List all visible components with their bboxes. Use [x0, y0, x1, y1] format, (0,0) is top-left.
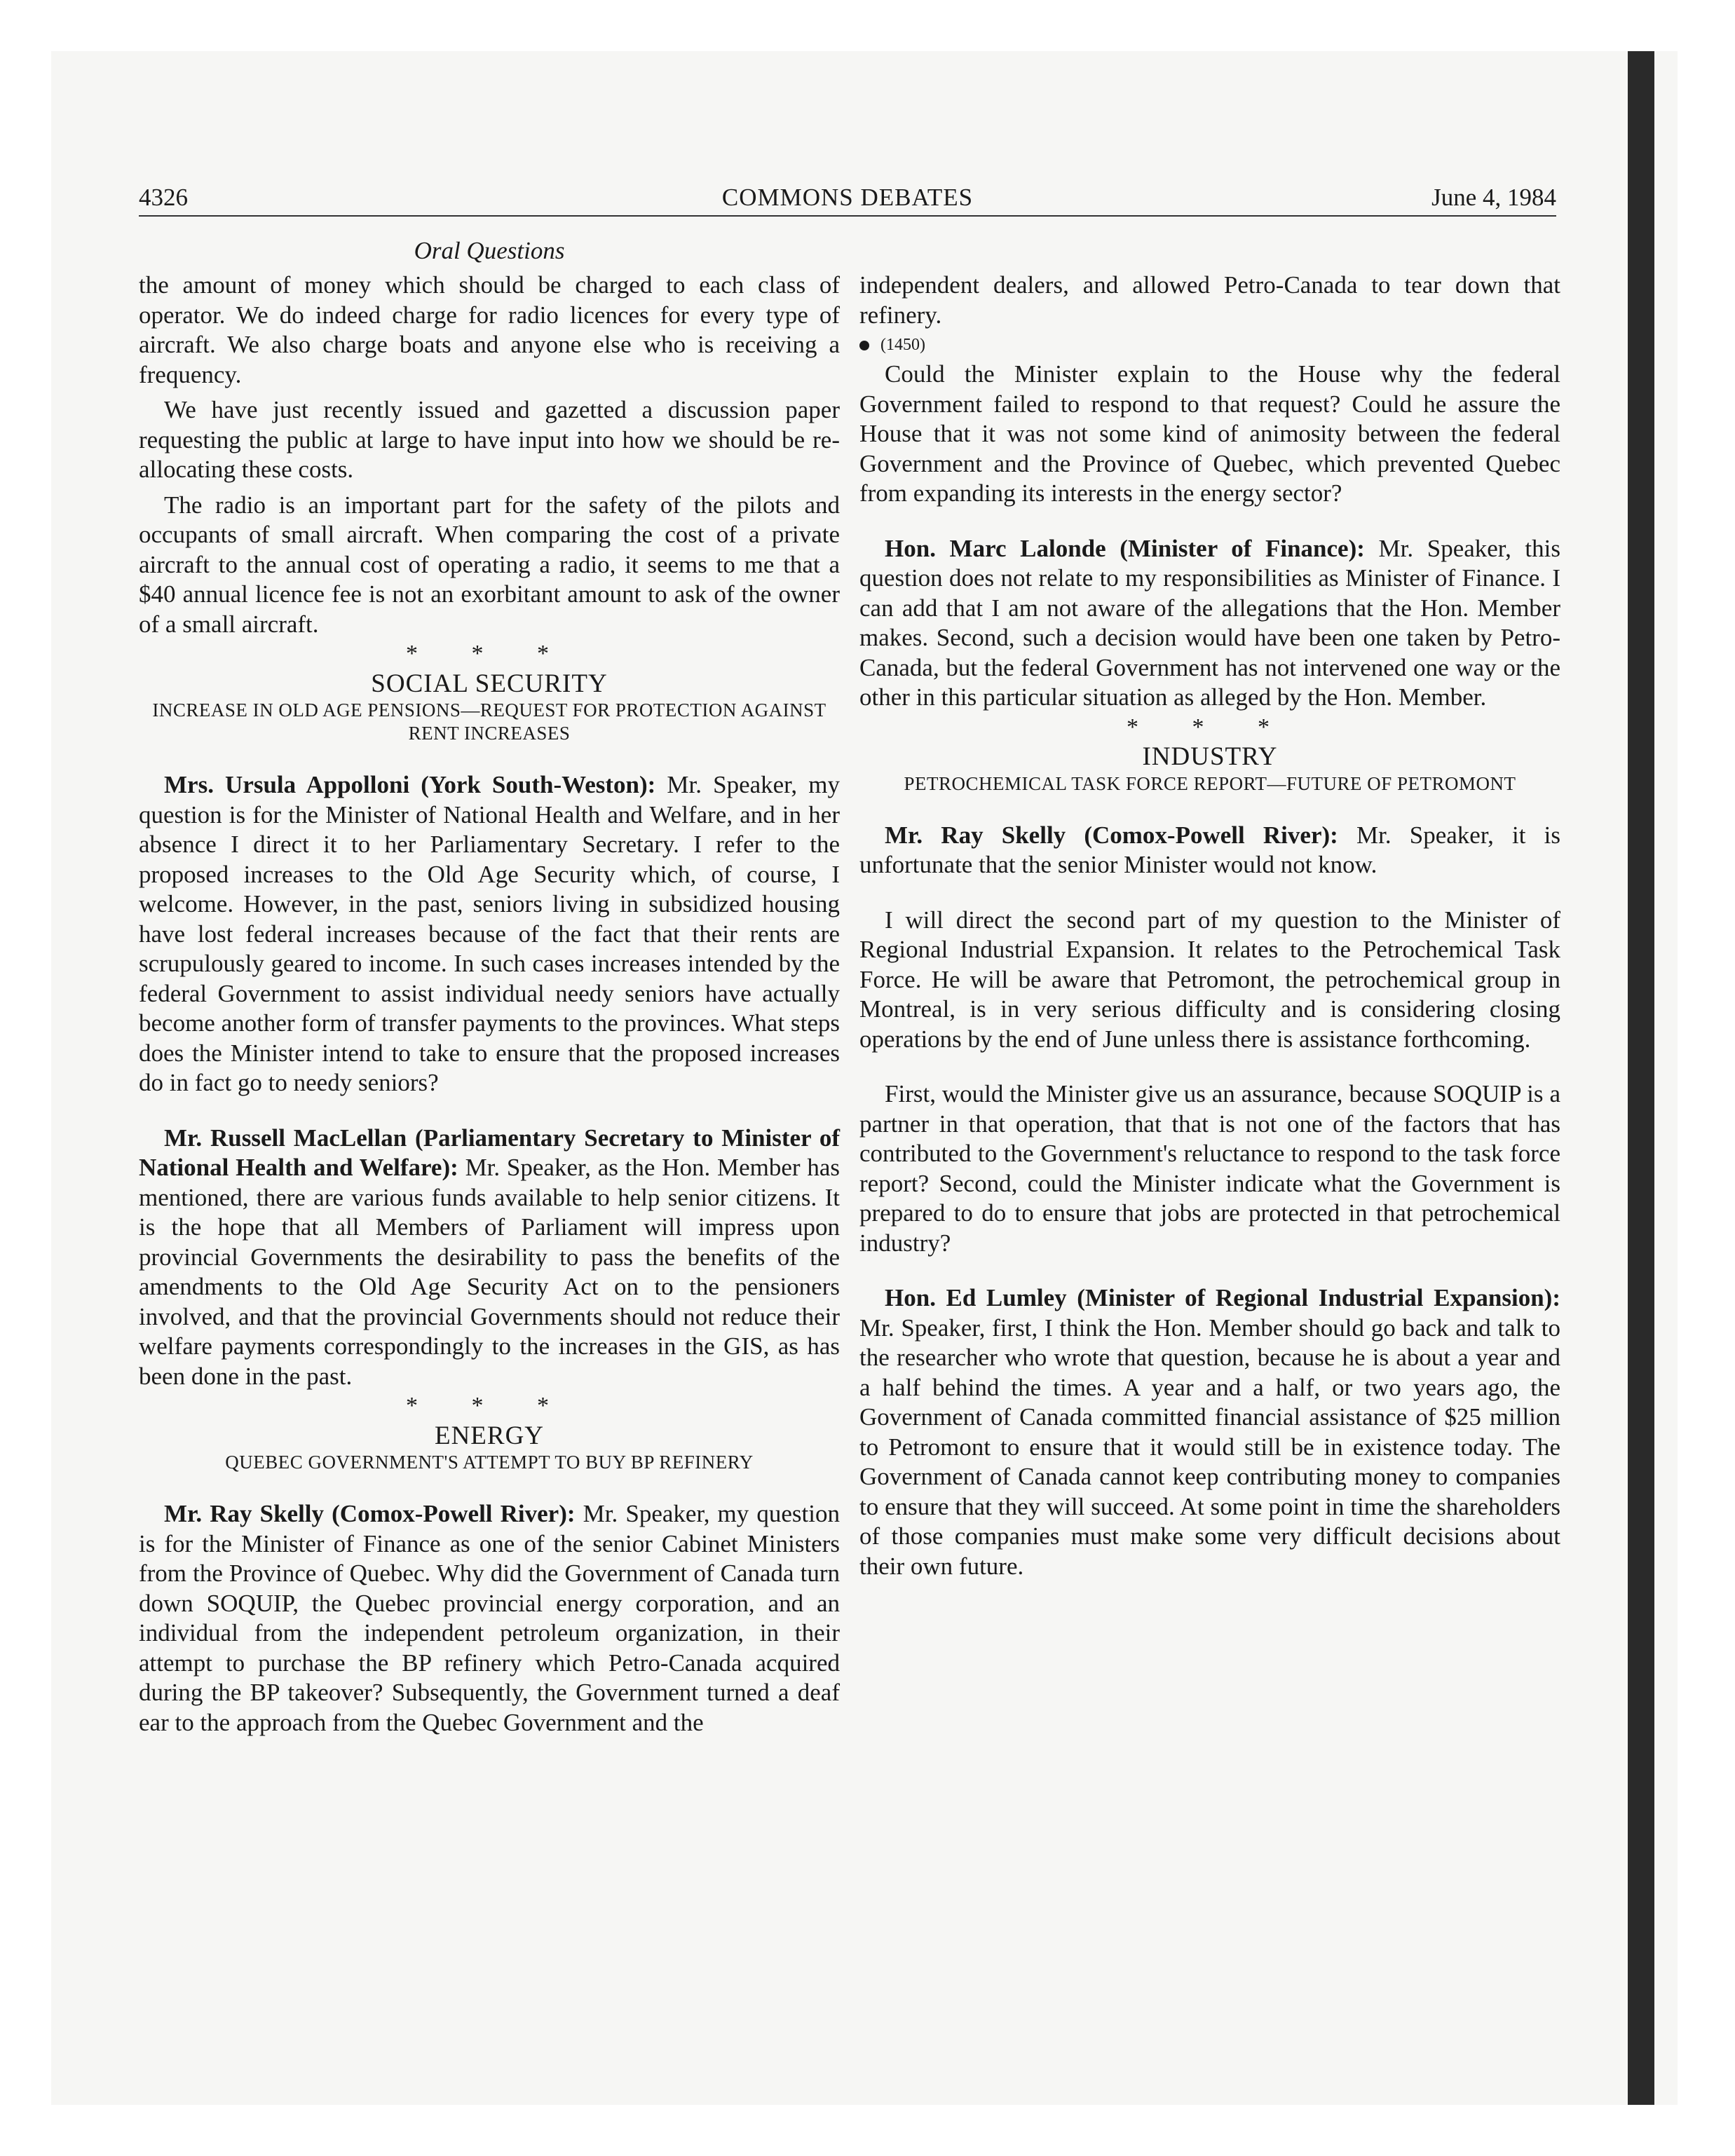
speaker-name: Mr. Ray Skelly (Comox-Powell River): — [164, 1500, 576, 1527]
right-column — [859, 271, 1560, 1581]
speech-paragraph — [859, 1283, 1560, 1581]
time-marker — [859, 330, 1560, 360]
section-divider: * * * — [406, 1393, 573, 1419]
paragraph: The radio is an important part for the safety of the pilots and occupants of small aircraft. When comparing the cost of a private aircraft to the annual cost of operating a radio, it seems to me that a $40 annual licence fee is not an exorbitant amount to ask of the owner of a small aircraft. — [139, 491, 840, 638]
speaker-name: Mrs. Ursula Appolloni (York South-Weston): — [164, 771, 656, 798]
paragraph: the amount of money which should be charged to each class of operator. We do indeed charge for radio licences for every type of aircraft. We also charge boats and anyone else who is receiving a frequency. — [139, 271, 840, 388]
speech-paragraph — [859, 534, 1560, 713]
speaker-name: Hon. Ed Lumley (Minister of Regional Industrial Expansion): — [885, 1284, 1560, 1311]
speech-text: Mr. Speaker, first, I think the Hon. Member should go back and talk to the researcher who wrote that question, because he is about a year and a half behind the times. A year and a half, or two years ago, the Government of Canada committed financial assistance of $25 million to Petromont to ensure that it would still be in existence today. The Government of Canada cannot keep contributing money to companies to ensure that they will succeed. At some point in time the shareholders of those companies must make some very difficult decisions about their own future. — [859, 1314, 1560, 1580]
speech-text: Mr. Speaker, my question is for the Minister of National Health and Welfare, and in her absence I direct it to her Parliamentary Secretary. I refer to the proposed increases to the Old Age Security which, of course, I welcome. However, in the past, seniors living in subsidized housing have lost federal increases because of the fact that their rents are scrupulously geared to income. In such cases increases intended by the federal Government to assist individual needy seniors have actually become another form of transfer payments to the provinces. What steps does the Minister intend to take to ensure that the proposed increases do in fact go to needy seniors? — [139, 771, 840, 1096]
speech-text: Mr. Speaker, my question is for the Minister of Finance as one of the senior Cabinet Ministers from the Province of Quebec. Why did the Government of Canada turn down SOQUIP, the Quebec provincial energy corporation, and an individual from the independent petroleum organization, in their attempt to purchase the BP refinery which Petro-Canada acquired during the BP takeover? Subsequently, the Government turned a deaf ear to the approach from the Quebec Government and the — [139, 1500, 841, 1736]
section-divider: * * * — [1127, 714, 1293, 740]
section-heading: INDUSTRY — [1142, 742, 1278, 771]
section-label: Oral Questions — [414, 237, 565, 264]
paragraph: independent dealers, and allowed Petro-Canada to tear down that refinery. — [859, 271, 1560, 329]
speech-paragraph — [139, 1499, 840, 1738]
bullet-icon — [859, 341, 869, 350]
speech-text: Mr. Speaker, it is unfortunate that the senior Minister would not know. — [859, 821, 1560, 878]
publication-title: COMMONS DEBATES — [721, 184, 974, 211]
page-number: 4326 — [139, 184, 188, 211]
paragraph: Could the Minister explain to the House why the federal Government failed to respond to that request? Could he assure the House that it was not some kind of animosity between the federal Government and the Province of Quebec, which prevented Quebec from expanding its interests in the energy sector? — [859, 360, 1560, 507]
left-column — [139, 271, 840, 1738]
time-marker-text: (1450) — [880, 336, 925, 354]
speech-paragraph — [859, 821, 1560, 880]
paragraph: First, would the Minister give us an assurance, because SOQUIP is a partner in that operation, that that is not one of the factors that has contributed to the Government's reluctance to respond to the task force report? Second, could the Minister indicate what the Government is prepared to do to ensure that jobs are protected in that petrochemical industry? — [859, 1080, 1560, 1257]
section-subheading: INCREASE IN OLD AGE PENSIONS—REQUEST FOR PROTECTION AGAINST RENT INCREASES — [152, 700, 826, 744]
page-edge-shadow — [1628, 51, 1654, 2105]
section-divider: * * * — [406, 641, 573, 667]
publication-date: June 4, 1984 — [1431, 184, 1556, 211]
paragraph: We have just recently issued and gazetted a discussion paper requesting the public at large to have input into how we should be re-allocating these costs. — [139, 396, 840, 483]
page-header — [139, 180, 1556, 217]
section-subheading: QUEBEC GOVERNMENT'S ATTEMPT TO BUY BP REFINERY — [225, 1452, 754, 1473]
speaker-name: Mr. Russell MacLellan (Parliamentary Secretary to Minister of National Health and Welfare): — [139, 1124, 840, 1181]
section-subheading: PETROCHEMICAL TASK FORCE REPORT—FUTURE OF PETROMONT — [904, 772, 1516, 794]
speech-paragraph — [139, 1124, 840, 1392]
speech-text: Mr. Speaker, as the Hon. Member has mentioned, there are various funds available to help senior citizens. It is the hope that all Members of Parliament will impress upon provincial Governments the desirability to pass the benefits of the amendments to the Old Age Security Act on to the pensioners involved, and that the provincial Governments should not reduce their welfare payments correspondingly to the increases in the GIS, as has been done in the past. — [139, 1154, 840, 1390]
speaker-name: Mr. Ray Skelly (Comox-Powell River): — [885, 821, 1338, 849]
section-heading: ENERGY — [434, 1421, 545, 1450]
speaker-name: Hon. Marc Lalonde (Minister of Finance): — [885, 534, 1365, 562]
speech-paragraph — [139, 770, 840, 1098]
paragraph: I will direct the second part of my question to the Minister of Regional Industrial Expansion. It relates to the Petrochemical Task Force. He will be aware that Petromont, the petrochemical group in Montreal, is in very serious difficulty and is considering closing operations by the end of June unless there is assistance forthcoming. — [859, 906, 1560, 1053]
speech-text: Mr. Speaker, this question does not relate to my responsibilities as Minister of Finance. I can add that I am not aware of the allegations that the Hon. Member makes. Second, such a decision would have been one taken by Petro-Canada, but the federal Government has not intervened one way or the other in this particular situation as alleged by the Hon. Member. — [859, 534, 1560, 711]
section-heading: SOCIAL SECURITY — [371, 669, 608, 698]
